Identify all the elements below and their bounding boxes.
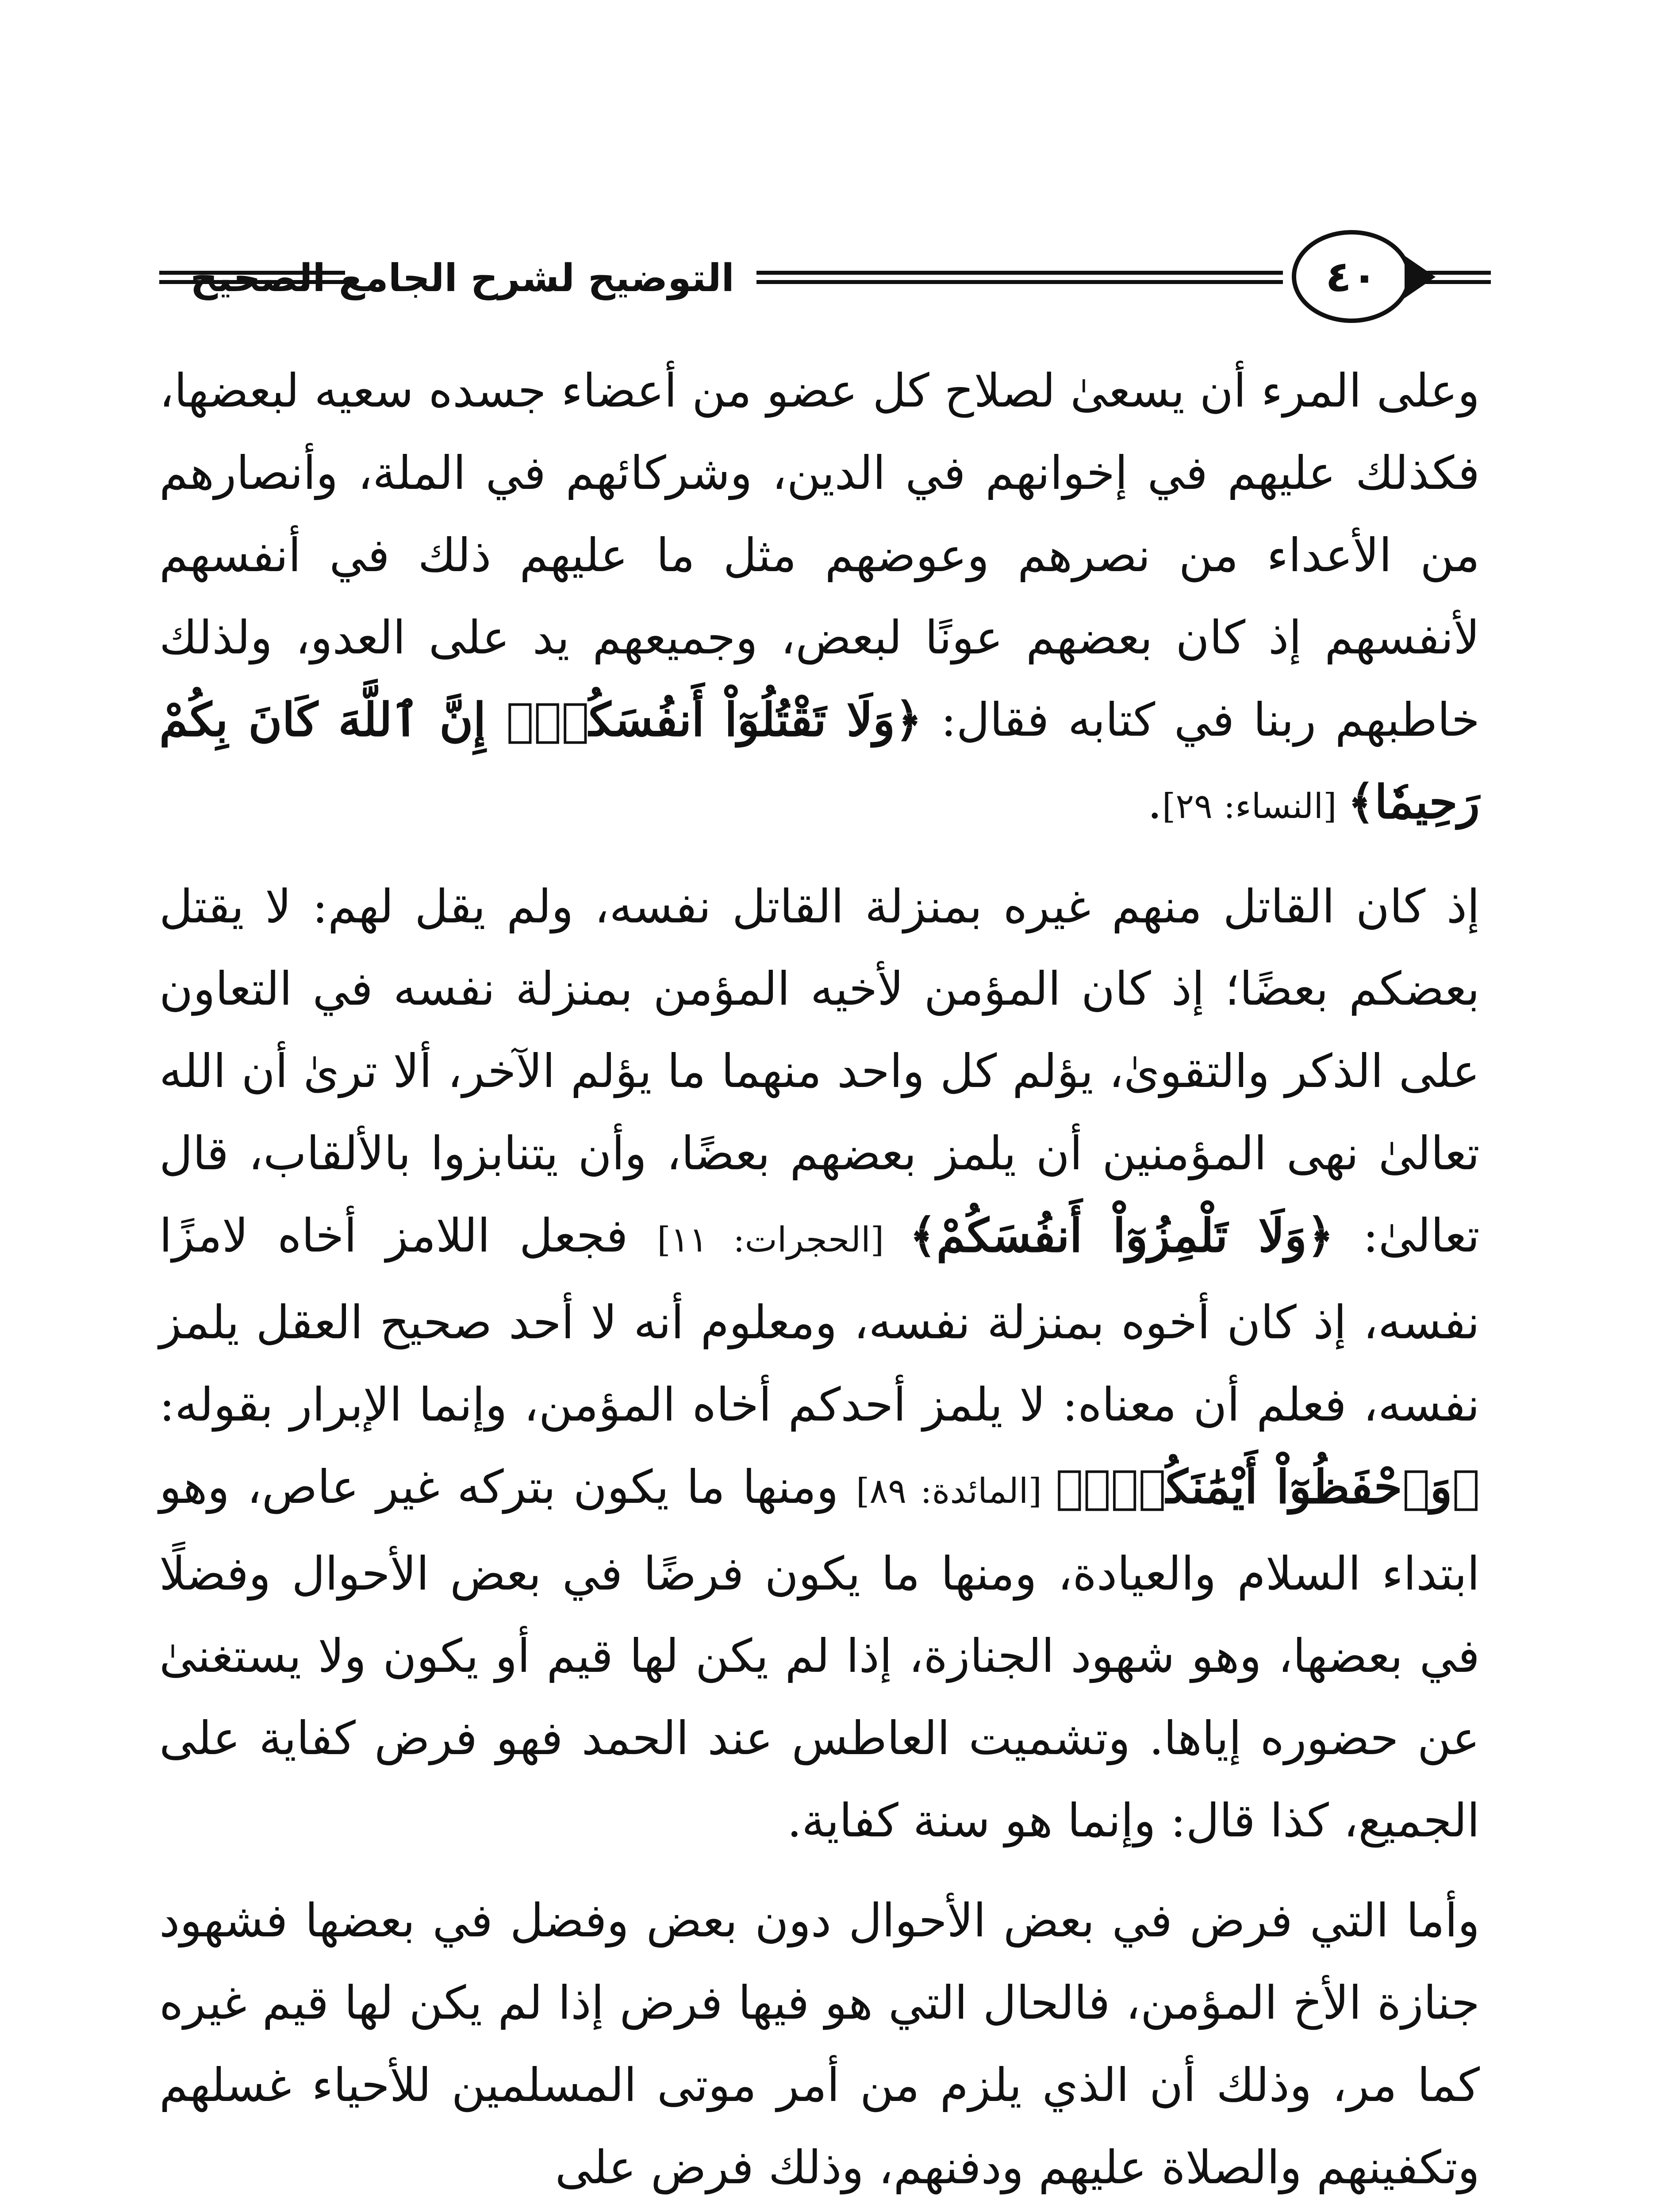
header-title: التوضيح لشرح الجامع الصحيح xyxy=(190,256,734,300)
quran-verse: ﴿وَلَا تَقْتُلُوٓاْ أَنفُسَكُمْۚ إِنَّ ٱللَّهَ كَانَ بِكُمْ رَحِيمٗا﴾ xyxy=(159,692,1480,829)
verse-reference: [المائدة: ٨٩] xyxy=(856,1471,1056,1511)
paragraph xyxy=(159,1879,1480,2208)
text-run: وعلى المرء أن يسعىٰ لصلاح كل عضو من أعضاء جسده سعيه لبعضها، فكذلك عليهم في إخوانهم في الدين، وشركائهم في الملة، وأنصارهم من الأعداء من نصرهم وعوضهم مثل ما عليهم ذلك في أنفسهم لأنفسهم إذ كان بعضهم عونًا لبعض، وجميعهم يد على العدو، ولذلك خاطبهم ربنا في كتابه فقال: xyxy=(159,364,1480,747)
quran-verse: ﴿وَلَا تَلْمِزُوٓاْ أَنفُسَكُمْ﴾ xyxy=(909,1208,1334,1263)
text-run: ومنها ما يكون بتركه غير عاص، وهو ابتداء السلام والعيادة، ومنها ما يكون فرضًا في بعض الأحوال وفضلًا في بعضها، وهو شهود الجنازة، إذا لم يكن لها قيم أو يكون ولا يستغنىٰ عن حضوره إياها. وتشميت العاطس عند الحمد فهو فرض كفاية على الجميع، كذا قال: وإنما هو سنة كفاية. xyxy=(159,1460,1480,1847)
running-header xyxy=(159,230,1491,332)
paragraph xyxy=(159,865,1480,1862)
text-run: فجعل اللامز أخاه لامزًا نفسه، إذ كان أخوه بمنزلة نفسه، ومعلوم أنه لا أحد صحيح العقل يلمز نفسه، فعلم أن معناه: لا يلمز أحدكم أخاه المؤمن، وإنما الإبرار بقوله: xyxy=(159,1209,1480,1432)
text-run: وأما التي فرض في بعض الأحوال دون بعض وفضل في بعضها فشهود جنازة الأخ المؤمن، فالحال التي هو فيها فرض إذا لم يكن لها قيم غيره كما مر، وذلك أن الذي يلزم من أمر موتى المسلمين للأحياء غسلهم وتكفينهم والصلاة عليهم ودفنهم، وذلك فرض على xyxy=(159,1893,1480,2194)
text-run: . xyxy=(1147,775,1162,829)
quran-verse: ﴿وَٱحْفَظُوٓاْ أَيْمَٰنَكُمْۚ﴾ xyxy=(1056,1459,1480,1514)
text-run: إذ كان القاتل منهم غيره بمنزلة القاتل نفسه، ولم يقل لهم: لا يقتل بعضكم بعضًا؛ إذ كان المؤمن لأخيه المؤمن بمنزلة نفسه في التعاون على الذكر والتقوىٰ، يؤلم كل واحد منهما ما يؤلم الآخر، ألا ترىٰ أن الله تعالىٰ نهى المؤمنين أن يلمز بعضهم بعضًا، وأن يتنابزوا بالألقاب، قال تعالىٰ: xyxy=(159,879,1480,1263)
page-number-badge xyxy=(1292,230,1411,323)
page-number: ٤٠ xyxy=(1325,252,1378,301)
body-text xyxy=(159,349,1480,2212)
verse-reference: [الحجرات: ١١] xyxy=(657,1220,910,1260)
header-rule-middle xyxy=(756,271,1283,284)
verse-reference: [النساء: ٢٩] xyxy=(1162,787,1348,826)
paragraph xyxy=(159,349,1480,848)
header-rule-right xyxy=(1407,271,1491,284)
